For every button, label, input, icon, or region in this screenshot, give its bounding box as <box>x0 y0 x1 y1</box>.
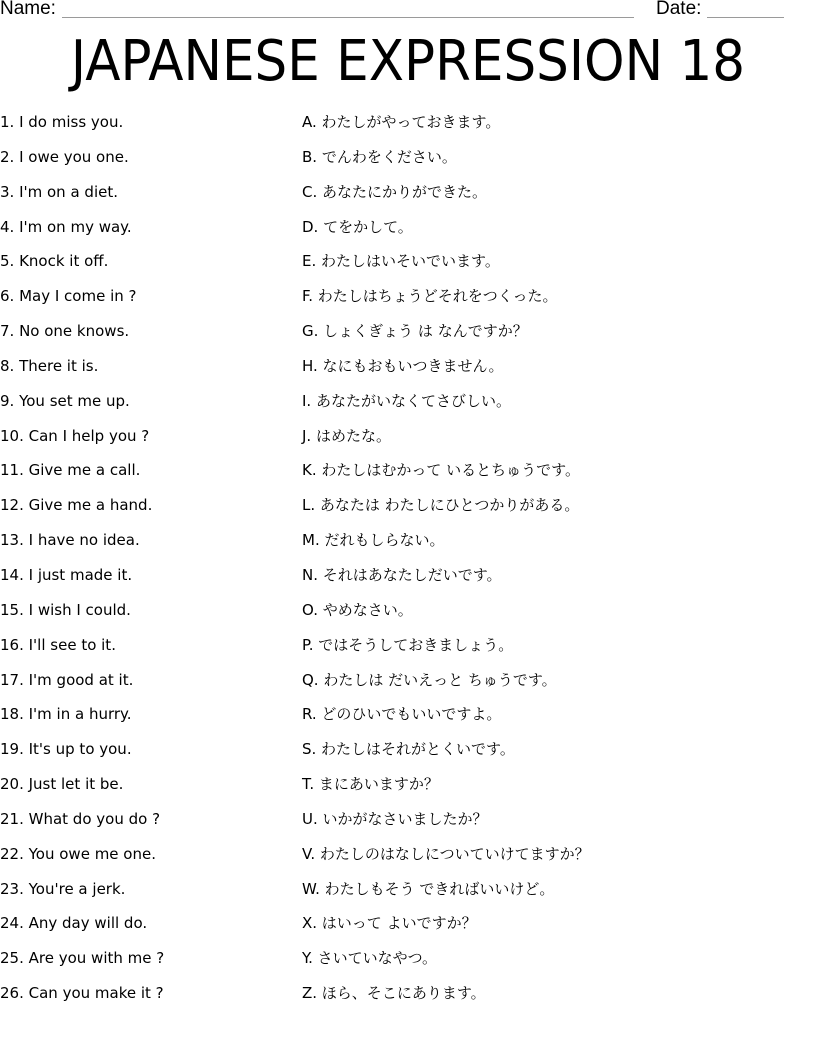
answer-item: X. はいって よいですか？ <box>302 914 477 933</box>
answer-item: Z. ほら、そこにあります。 <box>302 984 486 1003</box>
worksheet-title: JAPANESE EXPRESSION 18 <box>70 29 746 94</box>
clue-item: 6. May I come in ? <box>0 287 137 306</box>
answer-item: Q. わたしは だいえっと ちゅうです。 <box>302 670 557 689</box>
clue-item: 22. You owe me one. <box>0 844 156 863</box>
answer-item: K. わたしはむかって いるとちゅうです。 <box>302 461 580 480</box>
clue-item: 12. Give me a hand. <box>0 496 153 515</box>
answer-item: S. わたしはそれがとくいです。 <box>302 740 515 759</box>
clue-item: 24. Any day will do. <box>0 914 148 933</box>
answer-item: D. てをかして。 <box>302 217 413 236</box>
answer-item: C. あなたにかりができた。 <box>302 182 488 201</box>
answer-item: G. しょくぎょう は なんですか？ <box>302 322 528 341</box>
clue-item: 17. I'm good at it. <box>0 670 134 689</box>
answer-item: T. まにあいますか？ <box>302 775 439 794</box>
date-label: Date: <box>656 0 702 19</box>
worksheet-header <box>0 0 816 24</box>
clue-item: 18. I'm in a hurry. <box>0 705 132 724</box>
answer-item: A. わたしがやっておきます。 <box>302 113 501 131</box>
answer-item: I. あなたがいなくてさびしい。 <box>302 391 511 410</box>
clue-item: 23. You're a jerk. <box>0 879 126 898</box>
clue-item: 20. Just let it be. <box>0 775 124 794</box>
answer-item: R. どのひいでもいいですよ。 <box>302 705 502 724</box>
answer-item: F. わたしはちょうどそれをつくった。 <box>302 287 558 306</box>
clue-item: 9. You set me up. <box>0 391 130 410</box>
answer-item: Y. さいていなやつ。 <box>302 949 438 968</box>
clue-item: 15. I wish I could. <box>0 600 131 619</box>
clue-item: 25. Are you with me ? <box>0 949 165 968</box>
english-clue-list <box>0 110 290 1016</box>
clue-item: 10. Can I help you ? <box>0 426 150 445</box>
answer-item: U. いかがなさいましたか？ <box>302 809 488 828</box>
clue-item: 14. I just made it. <box>0 565 133 584</box>
answer-item: P. ではそうしておきましょう。 <box>302 635 514 654</box>
answer-item: E. わたしはいそいでいます。 <box>302 252 500 271</box>
answer-item: H. なにもおもいつきません。 <box>302 356 504 375</box>
clue-item: 19. It's up to you. <box>0 740 132 759</box>
answer-item: V. わたしのはなしについていけてますか？ <box>302 844 590 863</box>
clue-item: 1. I do miss you. <box>0 113 124 131</box>
name-blank-line[interactable] <box>62 17 634 18</box>
answer-item: M. だれもしらない。 <box>302 531 445 550</box>
clue-item: 7. No one knows. <box>0 322 130 341</box>
date-blank-line[interactable] <box>707 17 784 18</box>
clue-item: 4. I'm on my way. <box>0 217 132 236</box>
japanese-answer-list <box>302 110 812 1016</box>
clue-item: 13. I have no idea. <box>0 531 140 550</box>
name-label: Name: <box>0 0 56 19</box>
clue-item: 26. Can you make it ? <box>0 984 164 1003</box>
answer-item: J. はめたな。 <box>302 426 391 445</box>
answer-item: L. あなたは わたしにひとつかりがある。 <box>302 496 580 515</box>
clue-item: 16. I'll see to it. <box>0 635 116 654</box>
clue-item: 21. What do you do ? <box>0 809 161 828</box>
clue-item: 3. I'm on a diet. <box>0 182 118 201</box>
answer-item: N. それはあなたしだいです。 <box>302 565 502 584</box>
clue-item: 11. Give me a call. <box>0 461 141 480</box>
answer-item: O. やめなさい。 <box>302 600 413 619</box>
answer-item: W. わたしもそう できればいいけど。 <box>302 879 555 898</box>
clue-item: 5. Knock it off. <box>0 252 109 271</box>
answer-item: B. でんわをください。 <box>302 147 457 166</box>
clue-item: 8. There it is. <box>0 356 99 375</box>
clue-item: 2. I owe you one. <box>0 147 129 166</box>
